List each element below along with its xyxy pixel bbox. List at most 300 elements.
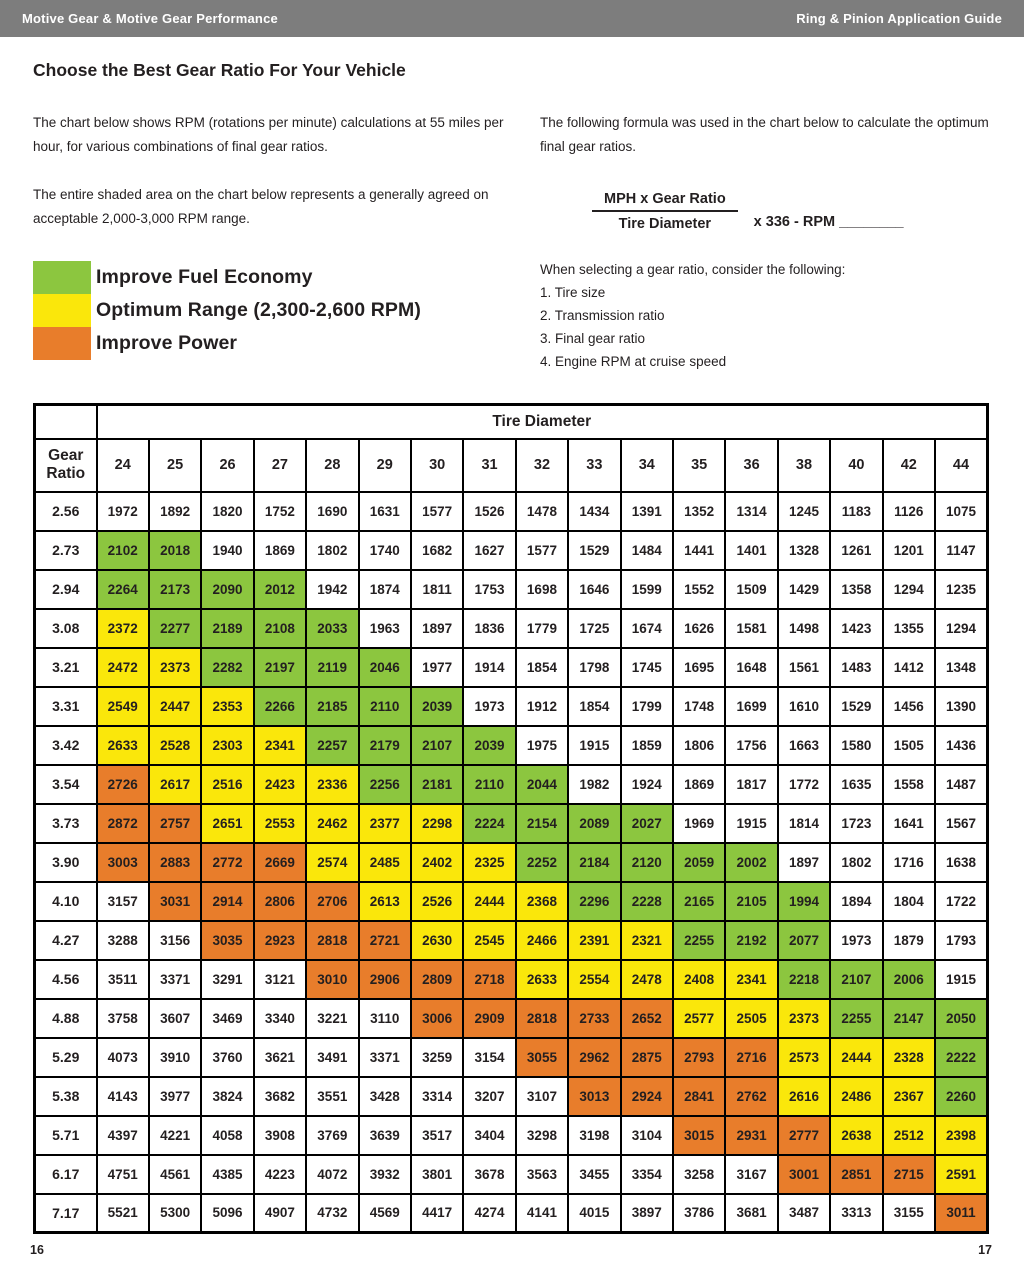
rpm-cell: 3006 [411, 999, 463, 1038]
rpm-cell: 4569 [359, 1194, 411, 1233]
legend-label: Optimum Range (2,300-2,600 RPM) [96, 299, 421, 321]
rpm-cell: 4561 [149, 1155, 201, 1194]
rpm-cell: 1869 [673, 765, 725, 804]
rpm-cell: 1716 [883, 843, 935, 882]
table-row [35, 1194, 988, 1233]
page-header-bar [0, 0, 1024, 37]
rpm-cell: 1722 [935, 882, 988, 921]
rpm-cell: 2296 [568, 882, 620, 921]
rpm-cell: 2165 [673, 882, 725, 921]
tire-diameter-title: Tire Diameter [97, 405, 988, 439]
table-row [35, 999, 988, 1038]
legend-swatch [33, 294, 91, 327]
rpm-cell: 1638 [935, 843, 988, 882]
rpm-cell: 2616 [778, 1077, 830, 1116]
rpm-cell: 2257 [306, 726, 358, 765]
rpm-cell: 1699 [725, 687, 777, 726]
rpm-cell: 2651 [201, 804, 253, 843]
rpm-cell: 1294 [883, 570, 935, 609]
tire-diameter-column-header: 35 [673, 439, 725, 492]
rpm-cell: 2591 [935, 1155, 988, 1194]
gear-ratio-cell: 5.38 [35, 1077, 97, 1116]
rpm-cell: 1487 [935, 765, 988, 804]
gear-ratio-cell: 4.56 [35, 960, 97, 999]
table-row [35, 765, 988, 804]
rpm-cell: 1798 [568, 648, 620, 687]
rpm-cell: 3563 [516, 1155, 568, 1194]
rpm-cell: 1994 [778, 882, 830, 921]
rpm-cell: 2179 [359, 726, 411, 765]
tire-diameter-column-header: 36 [725, 439, 777, 492]
rpm-cell: 1869 [254, 531, 306, 570]
rpm-cell: 1753 [463, 570, 515, 609]
rpm-cell: 2617 [149, 765, 201, 804]
tire-diameter-column-header: 34 [621, 439, 673, 492]
rpm-cell: 2027 [621, 804, 673, 843]
rpm-cell: 2630 [411, 921, 463, 960]
rpm-cell: 2875 [621, 1038, 673, 1077]
tire-diameter-column-header: 38 [778, 439, 830, 492]
rpm-cell: 2181 [411, 765, 463, 804]
rpm-cell: 1358 [830, 570, 882, 609]
formula-denominator: Tire Diameter [618, 216, 712, 232]
rpm-cell: 3491 [306, 1038, 358, 1077]
rpm-cell: 1879 [883, 921, 935, 960]
consideration-item: 1. Tire size [540, 285, 606, 300]
rpm-cell: 2102 [97, 531, 149, 570]
rpm-cell: 3517 [411, 1116, 463, 1155]
rpm-cell: 1820 [201, 492, 253, 531]
intro-paragraph-2: The entire shaded area on the chart below represents a generally agreed on acceptable 2,000-3,000 RPM range. [33, 187, 489, 226]
rpm-cell: 2377 [359, 804, 411, 843]
rpm-cell: 2806 [254, 882, 306, 921]
tire-diameter-column-header: 27 [254, 439, 306, 492]
gear-ratio-cell: 3.73 [35, 804, 97, 843]
rpm-cell: 2090 [201, 570, 253, 609]
rpm-cell: 1924 [621, 765, 673, 804]
rpm-cell: 2282 [201, 648, 253, 687]
rpm-cell: 1483 [830, 648, 882, 687]
rpm-cell: 2638 [830, 1116, 882, 1155]
rpm-cell: 2516 [201, 765, 253, 804]
rpm-cell: 2039 [463, 726, 515, 765]
rpm-cell: 1509 [725, 570, 777, 609]
rpm-cell: 1577 [411, 492, 463, 531]
rpm-cell: 3469 [201, 999, 253, 1038]
legend-label: Improve Power [96, 332, 238, 354]
rpm-cell: 2402 [411, 843, 463, 882]
rpm-cell: 3371 [359, 1038, 411, 1077]
rpm-cell: 3010 [306, 960, 358, 999]
rpm-cell: 2818 [516, 999, 568, 1038]
rpm-cell: 1352 [673, 492, 725, 531]
rpm-cell: 1779 [516, 609, 568, 648]
rpm-cell: 1963 [359, 609, 411, 648]
rpm-cell: 2154 [516, 804, 568, 843]
rpm-cell: 2841 [673, 1077, 725, 1116]
rpm-cell: 3760 [201, 1038, 253, 1077]
rpm-cell: 2033 [306, 609, 358, 648]
formula-suffix: x 336 - RPM ________ [753, 214, 904, 230]
rpm-cell: 2372 [97, 609, 149, 648]
rpm-cell: 3932 [359, 1155, 411, 1194]
rpm-cell: 1126 [883, 492, 935, 531]
rpm-cell: 1648 [725, 648, 777, 687]
rpm-cell: 2762 [725, 1077, 777, 1116]
rpm-cell: 2577 [673, 999, 725, 1038]
tire-diameter-column-header: 33 [568, 439, 620, 492]
rpm-cell: 2197 [254, 648, 306, 687]
rpm-cell: 1915 [935, 960, 988, 999]
gear-ratio-cell: 4.10 [35, 882, 97, 921]
rpm-cell: 1859 [621, 726, 673, 765]
rpm-cell: 2772 [201, 843, 253, 882]
rpm-cell: 1969 [673, 804, 725, 843]
rpm-cell: 2255 [830, 999, 882, 1038]
rpm-cell: 1942 [306, 570, 358, 609]
page-number-right: 17 [978, 1243, 992, 1257]
rpm-cell: 4143 [97, 1077, 149, 1116]
rpm-cell: 3551 [306, 1077, 358, 1116]
rpm-cell: 2726 [97, 765, 149, 804]
rpm-cell: 4221 [149, 1116, 201, 1155]
table-row [35, 570, 988, 609]
rpm-cell: 1854 [568, 687, 620, 726]
rpm-cell: 3371 [149, 960, 201, 999]
rpm-cell: 3291 [201, 960, 253, 999]
rpm-cell: 3298 [516, 1116, 568, 1155]
rpm-cell: 5521 [97, 1194, 149, 1233]
rpm-cell: 2368 [516, 882, 568, 921]
rpm-cell: 1423 [830, 609, 882, 648]
rpm-cell: 2633 [97, 726, 149, 765]
rpm-cell: 1892 [149, 492, 201, 531]
rpm-cell: 1314 [725, 492, 777, 531]
rpm-cell: 3155 [883, 1194, 935, 1233]
rpm-cell: 2398 [935, 1116, 988, 1155]
tire-diameter-column-header: 44 [935, 439, 988, 492]
rpm-cell: 1631 [359, 492, 411, 531]
tire-diameter-column-header: 42 [883, 439, 935, 492]
rpm-cell: 2906 [359, 960, 411, 999]
rpm-cell: 3015 [673, 1116, 725, 1155]
rpm-cell: 2224 [463, 804, 515, 843]
intro-right-column [540, 111, 990, 373]
rpm-cell: 1391 [621, 492, 673, 531]
table-row [35, 531, 988, 570]
tire-diameter-column-header: 32 [516, 439, 568, 492]
gear-table-body [35, 405, 988, 1233]
rpm-cell: 1811 [411, 570, 463, 609]
rpm-cell: 1328 [778, 531, 830, 570]
table-row [35, 921, 988, 960]
rpm-cell: 1802 [306, 531, 358, 570]
rpm-cell: 2757 [149, 804, 201, 843]
gear-ratio-header: Gear Ratio [35, 439, 97, 492]
rpm-cell: 1725 [568, 609, 620, 648]
formula-numerator: MPH x Gear Ratio [592, 191, 738, 212]
rpm-cell: 1975 [516, 726, 568, 765]
rpm-cell: 2486 [830, 1077, 882, 1116]
rpm-cell: 3156 [149, 921, 201, 960]
rpm-cell: 2218 [778, 960, 830, 999]
rpm-cell: 1682 [411, 531, 463, 570]
rpm-cell: 1498 [778, 609, 830, 648]
rpm-cell: 1897 [778, 843, 830, 882]
rpm-cell: 2089 [568, 804, 620, 843]
rpm-cell: 2715 [883, 1155, 935, 1194]
rpm-cell: 2184 [568, 843, 620, 882]
rpm-cell: 3801 [411, 1155, 463, 1194]
rpm-cell: 1772 [778, 765, 830, 804]
rpm-cell: 2353 [201, 687, 253, 726]
rpm-cell: 2706 [306, 882, 358, 921]
rpm-cell: 1915 [725, 804, 777, 843]
table-row [35, 1155, 988, 1194]
rpm-cell: 1752 [254, 492, 306, 531]
rpm-cell: 2444 [830, 1038, 882, 1077]
rpm-cell: 3354 [621, 1155, 673, 1194]
consideration-item: 3. Final gear ratio [540, 331, 646, 346]
rpm-cell: 2718 [463, 960, 515, 999]
gear-ratio-cell: 2.73 [35, 531, 97, 570]
rpm-cell: 3824 [201, 1077, 253, 1116]
rpm-cell: 2012 [254, 570, 306, 609]
intro-left-column [33, 111, 511, 373]
legend-swatch [33, 261, 91, 294]
rpm-cell: 2528 [149, 726, 201, 765]
rpm-cell: 1723 [830, 804, 882, 843]
rpm-cell: 1436 [935, 726, 988, 765]
rpm-cell: 2931 [725, 1116, 777, 1155]
rpm-cell: 4058 [201, 1116, 253, 1155]
rpm-cell: 3003 [97, 843, 149, 882]
rpm-cell: 3340 [254, 999, 306, 1038]
rpm-cell: 2721 [359, 921, 411, 960]
rpm-cell: 3221 [306, 999, 358, 1038]
rpm-cell: 1561 [778, 648, 830, 687]
rpm-cell: 3404 [463, 1116, 515, 1155]
rpm-cell: 1973 [830, 921, 882, 960]
rpm-cell: 2120 [621, 843, 673, 882]
rpm-cell: 2059 [673, 843, 725, 882]
page-title: Choose the Best Gear Ratio For Your Vehicle [33, 60, 406, 80]
rpm-cell: 1806 [673, 726, 725, 765]
rpm-cell: 3758 [97, 999, 149, 1038]
rpm-cell: 2002 [725, 843, 777, 882]
rpm-cell: 2549 [97, 687, 149, 726]
rpm-cell: 3428 [359, 1077, 411, 1116]
rpm-cell: 2391 [568, 921, 620, 960]
rpm-cell: 2716 [725, 1038, 777, 1077]
rpm-cell: 2777 [778, 1116, 830, 1155]
rpm-cell: 3678 [463, 1155, 515, 1194]
table-row [35, 492, 988, 531]
rpm-cell: 2545 [463, 921, 515, 960]
consideration-item: 4. Engine RPM at cruise speed [540, 354, 727, 369]
rpm-cell: 2110 [463, 765, 515, 804]
rpm-cell: 3258 [673, 1155, 725, 1194]
rpm-cell: 2485 [359, 843, 411, 882]
gear-ratio-cell: 4.88 [35, 999, 97, 1038]
rpm-cell: 1390 [935, 687, 988, 726]
rpm-cell: 2277 [149, 609, 201, 648]
rpm-cell: 2321 [621, 921, 673, 960]
rpm-cell: 3511 [97, 960, 149, 999]
rpm-cell: 4015 [568, 1194, 620, 1233]
rpm-cell: 1745 [621, 648, 673, 687]
rpm-cell: 1245 [778, 492, 830, 531]
rpm-cell: 3313 [830, 1194, 882, 1233]
rpm-cell: 1201 [883, 531, 935, 570]
rpm-cell: 2147 [883, 999, 935, 1038]
rpm-cell: 1552 [673, 570, 725, 609]
rpm-cell: 2222 [935, 1038, 988, 1077]
gear-ratio-cell: 3.08 [35, 609, 97, 648]
header-right-title: Ring & Pinion Application Guide [796, 11, 1002, 26]
table-row [35, 609, 988, 648]
rpm-cell: 2185 [306, 687, 358, 726]
rpm-cell: 1355 [883, 609, 935, 648]
gear-ratio-cell: 4.27 [35, 921, 97, 960]
rpm-cell: 1434 [568, 492, 620, 531]
gear-ratio-cell: 3.21 [35, 648, 97, 687]
rpm-cell: 3011 [935, 1194, 988, 1233]
rpm-cell: 3110 [359, 999, 411, 1038]
rpm-cell: 2341 [254, 726, 306, 765]
rpm-cell: 3167 [725, 1155, 777, 1194]
rpm-cell: 3107 [516, 1077, 568, 1116]
header-left-title: Motive Gear & Motive Gear Performance [22, 11, 278, 26]
rpm-cell: 2573 [778, 1038, 830, 1077]
rpm-cell: 4751 [97, 1155, 149, 1194]
considerations [540, 258, 990, 373]
rpm-cell: 2367 [883, 1077, 935, 1116]
rpm-cell: 3104 [621, 1116, 673, 1155]
rpm-cell: 2818 [306, 921, 358, 960]
rpm-cell: 1836 [463, 609, 515, 648]
rpm-cell: 1505 [883, 726, 935, 765]
rpm-cell: 1147 [935, 531, 988, 570]
rpm-cell: 2046 [359, 648, 411, 687]
table-row [35, 843, 988, 882]
rpm-cell: 1610 [778, 687, 830, 726]
rpm-cell: 2462 [306, 804, 358, 843]
gear-table-wrap [33, 403, 990, 1234]
considerations-title: When selecting a gear ratio, consider the following: [540, 262, 846, 277]
table-row [35, 1116, 988, 1155]
rpm-cell: 2105 [725, 882, 777, 921]
considerations-list [540, 281, 990, 373]
rpm-cell: 2107 [830, 960, 882, 999]
legend-row [33, 327, 511, 360]
rpm-cell: 2256 [359, 765, 411, 804]
formula-fraction [592, 191, 738, 232]
page-content [0, 60, 1024, 1234]
rpm-cell: 3207 [463, 1077, 515, 1116]
rpm-cell: 1698 [516, 570, 568, 609]
corner-cell [35, 405, 97, 439]
table-row [35, 960, 988, 999]
rpm-cell: 1802 [830, 843, 882, 882]
rpm-cell: 2264 [97, 570, 149, 609]
gear-ratio-cell: 3.31 [35, 687, 97, 726]
rpm-cell: 4073 [97, 1038, 149, 1077]
gear-ratio-cell: 2.56 [35, 492, 97, 531]
rpm-cell: 2909 [463, 999, 515, 1038]
rpm-cell: 1814 [778, 804, 830, 843]
rpm-cell: 3121 [254, 960, 306, 999]
rpm-cell: 1674 [621, 609, 673, 648]
table-row [35, 882, 988, 921]
rpm-cell: 1261 [830, 531, 882, 570]
rpm-cell: 3455 [568, 1155, 620, 1194]
rpm-cell: 1972 [97, 492, 149, 531]
rpm-cell: 2472 [97, 648, 149, 687]
rpm-cell: 2505 [725, 999, 777, 1038]
rpm-cell: 4417 [411, 1194, 463, 1233]
rpm-cell: 2652 [621, 999, 673, 1038]
legend-row [33, 294, 511, 327]
rpm-cell: 2252 [516, 843, 568, 882]
rpm-cell: 1348 [935, 648, 988, 687]
rpm-cell: 1977 [411, 648, 463, 687]
rpm-cell: 1915 [568, 726, 620, 765]
rpm-cell: 2266 [254, 687, 306, 726]
rpm-cell: 2192 [725, 921, 777, 960]
tire-diameter-column-header: 24 [97, 439, 149, 492]
rpm-cell: 2298 [411, 804, 463, 843]
rpm-cell: 1412 [883, 648, 935, 687]
rpm-cell: 1529 [568, 531, 620, 570]
rpm-cell: 1894 [830, 882, 882, 921]
rpm-cell: 2110 [359, 687, 411, 726]
rpm-cell: 2962 [568, 1038, 620, 1077]
rpm-cell: 3977 [149, 1077, 201, 1116]
column-header-row [35, 439, 988, 492]
consideration-item: 2. Transmission ratio [540, 308, 665, 323]
rpm-cell: 1982 [568, 765, 620, 804]
rpm-cell: 1456 [883, 687, 935, 726]
rpm-cell: 1581 [725, 609, 777, 648]
rpm-cell: 2189 [201, 609, 253, 648]
tire-diameter-column-header: 28 [306, 439, 358, 492]
rpm-cell: 3621 [254, 1038, 306, 1077]
legend-swatch [33, 327, 91, 360]
rpm-cell: 2373 [778, 999, 830, 1038]
rpm-cell: 1401 [725, 531, 777, 570]
rpm-cell: 2423 [254, 765, 306, 804]
rpm-cell: 3031 [149, 882, 201, 921]
rpm-cell: 2924 [621, 1077, 673, 1116]
rpm-cell: 2512 [883, 1116, 935, 1155]
tire-diameter-column-header: 26 [201, 439, 253, 492]
intro-columns [33, 111, 990, 373]
rpm-cell: 4072 [306, 1155, 358, 1194]
tire-diameter-column-header: 31 [463, 439, 515, 492]
rpm-cell: 2526 [411, 882, 463, 921]
rpm-cell: 2325 [463, 843, 515, 882]
rpm-cell: 1529 [830, 687, 882, 726]
rpm-cell: 4732 [306, 1194, 358, 1233]
rpm-cell: 1294 [935, 609, 988, 648]
table-row [35, 1038, 988, 1077]
rpm-cell: 2914 [201, 882, 253, 921]
rpm-cell: 2303 [201, 726, 253, 765]
rpm-cell: 1695 [673, 648, 725, 687]
rpm-cell: 2574 [306, 843, 358, 882]
gear-ratio-cell: 7.17 [35, 1194, 97, 1233]
